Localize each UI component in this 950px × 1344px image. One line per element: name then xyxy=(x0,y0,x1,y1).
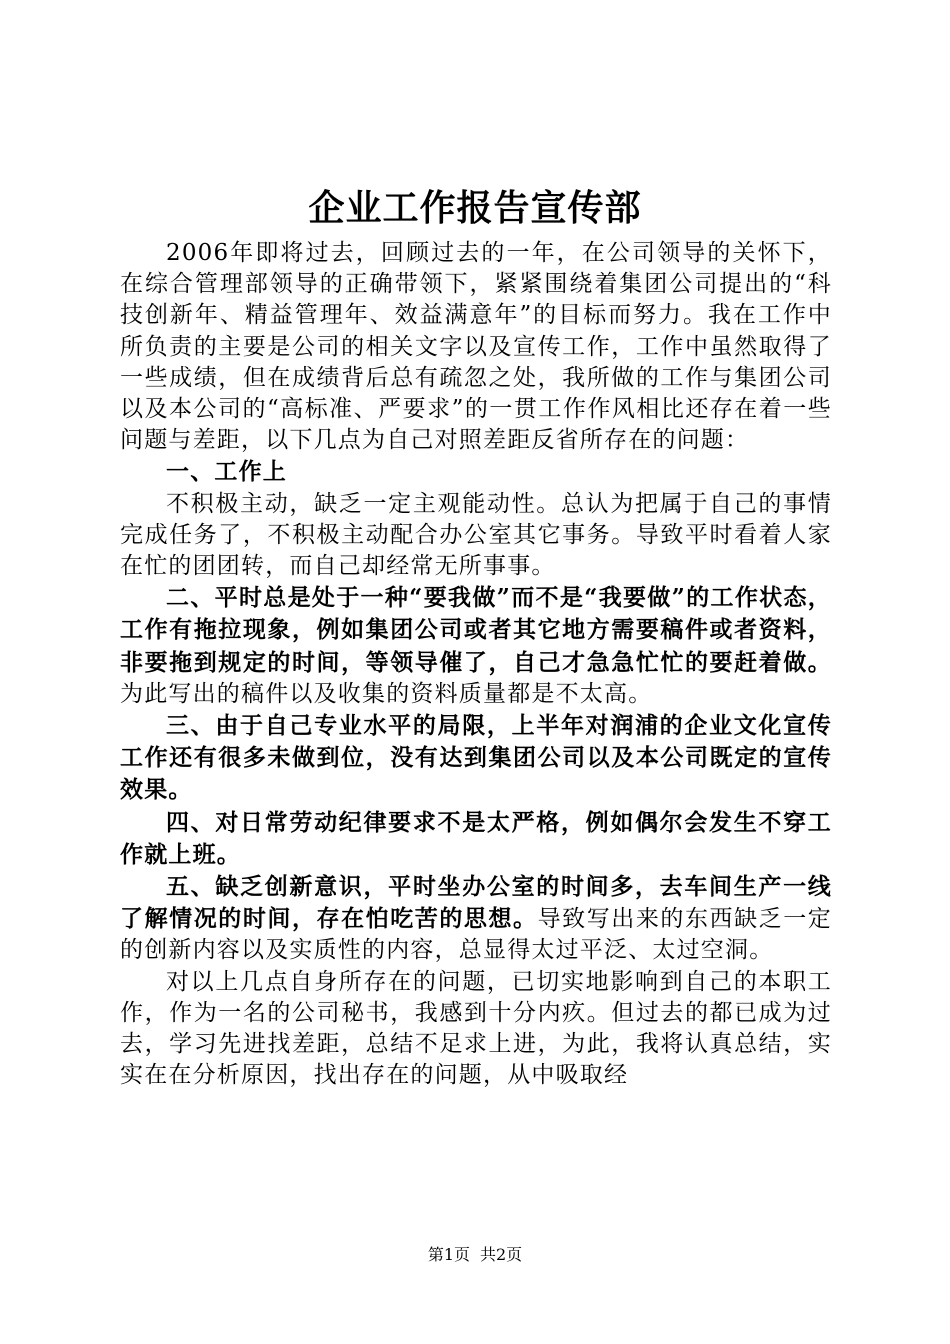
document-body xyxy=(120,238,832,1091)
document-title: 企业工作报告宣传部 xyxy=(308,187,642,229)
paragraph-text: 为此写出的稿件以及收集的资料质量都是不太高。 xyxy=(120,680,653,707)
paragraph-point-4 xyxy=(120,807,832,871)
paragraph-text: 导致写出来的东西缺乏一定的创新内容以及实质性的内容，总显得太过平泛、太过空洞。 xyxy=(120,906,832,964)
paragraph-point-3 xyxy=(120,710,832,807)
paragraph-heading: 五、缺乏创新意识，平时坐办公室的时间多，去车间生产一线了解情况的时间，存在怕吃苦的思想。 xyxy=(120,873,832,933)
paragraph-heading-1 xyxy=(120,456,832,488)
page-number-current: 第1页 xyxy=(427,1245,470,1264)
paragraph-body-1 xyxy=(120,489,832,583)
paragraph-heading: 三、由于自己专业水平的局限，上半年对润浦的企业文化宣传工作还有很多未做到位，没有达到集团公司以及本公司既定的宣传效果。 xyxy=(120,712,832,804)
paragraph-text: 不积极主动，缺乏一定主观能动性。总认为把属于自己的事情完成任务了，不积极主动配合办公室其它事务。导致平时看着人家在忙的团团转，而自己却经常无所事事。 xyxy=(120,490,832,580)
paragraph-heading: 四、对日常劳动纪律要求不是太严格，例如偶尔会发生不穿工作就上班。 xyxy=(120,808,832,868)
paragraph-text: 2006年即将过去，回顾过去的一年，在公司领导的关怀下，在综合管理部领导的正确带领下，紧紧围绕着集团公司提出的“科技创新年、精益管理年、效益满意年”的目标而努力。我在工作中所负责的主要是公司的相关文字以及宣传工作，工作中虽然取得了一些成绩，但在成绩背后总有疏忽之处，我所做的工作与集团公司以及本公司的“高标准、严要求”的一贯工作作风相比还存在着一些问题与差距，以下几点为自己对照差距反省所存在的问题： xyxy=(120,240,832,454)
paragraph-heading: 一、工作上 xyxy=(166,458,287,486)
page-number-total: 共2页 xyxy=(480,1245,523,1264)
paragraph-conclusion xyxy=(120,967,832,1092)
paragraph-point-2 xyxy=(120,582,832,710)
paragraph-heading: 二、平时总是处于一种“要我做”而不是“我要做”的工作状态，工作有拖拉现象，例如集团公司或者其它地方需要稿件或者资料，非要拖到规定的时间，等领导催了，自己才急急忙忙的要赶着做。 xyxy=(120,584,832,676)
paragraph-point-5 xyxy=(120,871,832,967)
page-footer xyxy=(0,1244,950,1266)
paragraph-text: 对以上几点自身所存在的问题，已切实地影响到自己的本职工作，作为一名的公司秘书，我感到十分内疚。但过去的都已成为过去，学习先进找差距，总结不足求上进，为此，我将认真总结，实实在在分析原因，找出存在的问题，从中吸取经 xyxy=(120,968,832,1089)
paragraph-intro xyxy=(120,238,832,456)
